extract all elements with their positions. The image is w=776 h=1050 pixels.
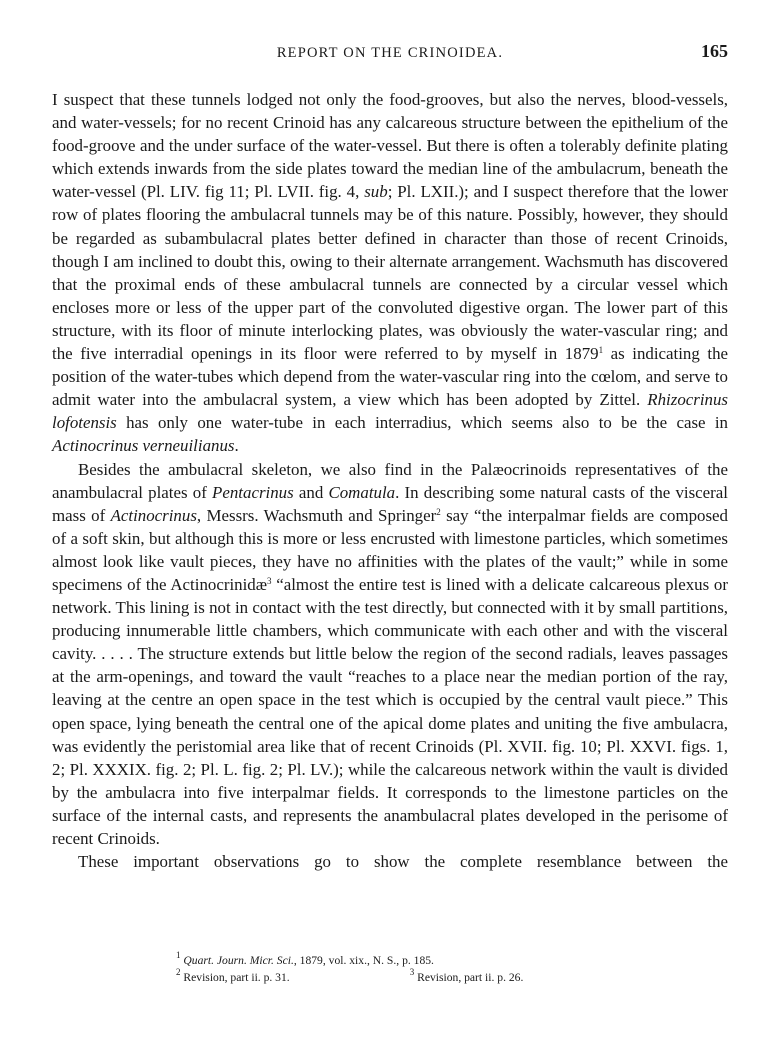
page-number: 165: [701, 41, 728, 61]
footnote-mark: 3: [409, 967, 415, 977]
italic-text: sub: [364, 182, 388, 202]
text-run: “almost the entire test is lined with a delicate calcareous plexus or network. This lining is not in contact with the test directly, but connected with it by small partitions, producing innumerable little chambers, which communicate with each other and with the visceral cavity. . . . . The structure extends but little below the region of the second radials, leaves passages at the arm-openings, and toward the vault “reaches to a place near the median portion of the ray, leaving at the centre an open space in the test which is occupied by the central vault piece.” This open space, lying beneath the central one of the apical dome plates and uniting the five ambulacra, was evidently the peristomial area like that of recent Crinoids (Pl. XVII. fig. 10; Pl. XXVI. figs. 1, 2; Pl. XXXIX. fig. 2; Pl. L. fig. 2; Pl. LV.); while the calcareous network within the vault is divided by the ambulacra into five interpalmar fields. It corresponds to the limestone particles on the surface of the internal casts, and represents the anambulacral plates developed in the perisome of recent Crinoids.: [52, 574, 728, 848]
running-head: REPORT ON THE CRINOIDEA.: [276, 45, 504, 61]
paragraph: [52, 850, 728, 873]
text-run: , Messrs. Wachsmuth and Springer: [196, 505, 437, 525]
footnote-text: Revision, part ii. p. 26.: [417, 971, 524, 984]
text-run: . In describing some natural casts of the visceral mass of: [52, 482, 728, 525]
footnote-journal: Quart. Journ. Micr. Sci.: [183, 954, 294, 967]
italic-text: Rhizocrinus lofotensis: [52, 390, 728, 433]
text-run: and: [293, 482, 329, 502]
text-run: has only one water-tube in each interradius, which seems also to be the case in: [116, 413, 728, 433]
body-text: [52, 88, 728, 873]
text-run: ; Pl. LXII.); and I suspect therefore that the lower row of plates flooring the ambulacral tunnels may be of this nature. Possibly, however, they should be regarded as subambulacral plates better defined in character than those of recent Crinoids, though I am inclined to doubt this, owing to their alternate arrangement. Wachsmuth has discovered that the proximal ends of these ambulacral tunnels are connected by a circular vessel which encloses more or less of the upper part of the convoluted digestive organ. The lower part of this structure, with its floor of minute interlocking plates, was obviously the water-vascular ring; and the five interradial openings in its floor were referred to by myself in 1879: [52, 182, 728, 364]
text-run: say “the interpalmar fields are composed of a soft skin, but although this is more or less encrusted with limestone particles, which sometimes almost look like vault pieces, they have no affinities with the plates of the vault;” while in some specimens of the Actinocrinidæ: [52, 505, 728, 594]
footnote-ref: 1: [598, 345, 604, 356]
footnote-ref: 3: [267, 575, 272, 586]
italic-text: Comatula: [328, 482, 396, 502]
footnote-1: [176, 952, 616, 969]
footnote-3: [410, 969, 524, 986]
footnote-ref: 2: [436, 506, 441, 517]
footnotes: [176, 952, 616, 986]
text-run: Besides the ambulacral skeleton, we also find in the Palæocrinoids representatives of the anambulacral plates of: [52, 459, 728, 502]
text-run: I suspect that these tunnels lodged not only the food-grooves, but also the nerves, blood-vessels, and water-vessels; for no recent Crinoid has any calcareous structure between the epithelium of the food-groove and the under surface of the water-vessel. But there is often a tolerably definite plating which extends inwards from the side plates toward the median line of the ambulacrum, beneath the water-vessel (Pl. LIV. fig 11; Pl. LVII. fig. 4,: [52, 90, 728, 202]
text-run: .: [234, 436, 239, 456]
page-header: [52, 40, 728, 64]
footnote-mark: 2: [176, 967, 181, 977]
paragraph: [52, 88, 728, 458]
text-run: These important observations go to show the complete resemblance between the: [78, 852, 728, 872]
italic-text: Pentacrinus: [212, 482, 294, 502]
footnote-2: [176, 969, 290, 986]
paragraph: [52, 458, 728, 851]
footnote-text: , 1879, vol. xix., N. S., p. 185.: [293, 954, 434, 967]
italic-text: Actinocrinus: [110, 505, 197, 525]
footnote-text: Revision, part ii. p. 31.: [183, 971, 290, 984]
italic-text: Actinocrinus verneuilianus: [52, 436, 235, 456]
footnote-mark: 1: [176, 950, 181, 960]
text-run: as indicating the position of the water-tubes which depend from the water-vascular ring into the cœlom, and serve to admit water into the ambulacral system, a view which has been adopted by Zittel.: [52, 344, 729, 410]
